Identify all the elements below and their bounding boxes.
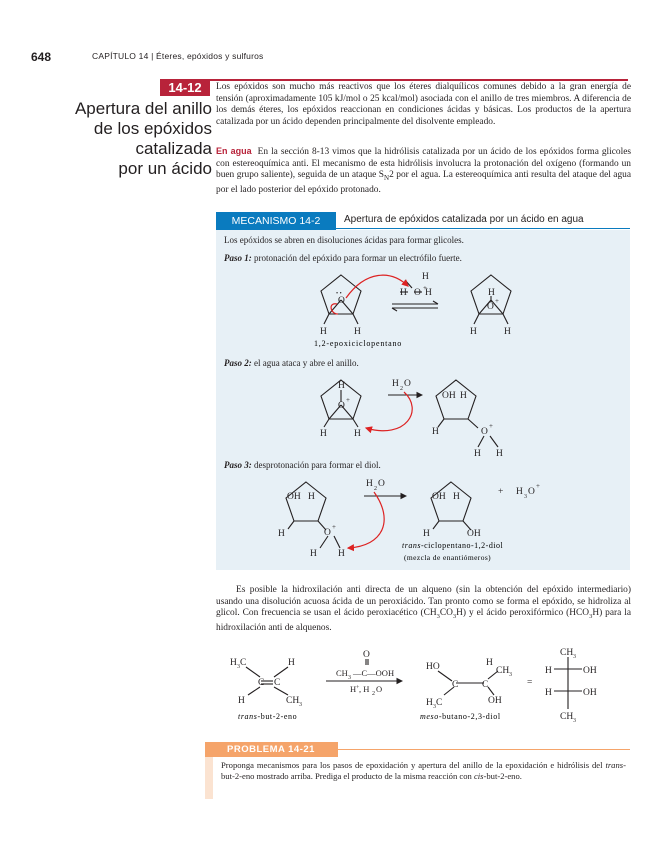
- svg-text:3: 3: [348, 675, 351, 681]
- mechanism-title-rule: [336, 228, 630, 229]
- svg-text:O: O: [481, 427, 488, 437]
- problem-label: PROBLEMA 14-21: [205, 742, 338, 757]
- section-rule: [210, 79, 628, 81]
- svg-text:C: C: [436, 698, 443, 708]
- section-title-line: por un ácido: [118, 159, 212, 178]
- page-number: 648: [31, 50, 52, 64]
- svg-text:H: H: [486, 658, 493, 668]
- intro-paragraph: [216, 82, 631, 128]
- svg-text:CH: CH: [496, 666, 510, 676]
- svg-text:O: O: [378, 479, 385, 489]
- problem-trans: trans: [605, 760, 624, 770]
- svg-text:H: H: [504, 327, 511, 337]
- svg-text:2: 2: [372, 691, 375, 697]
- svg-text:H: H: [310, 549, 317, 559]
- svg-text:+: +: [346, 396, 350, 404]
- svg-text:• •: • •: [336, 291, 342, 297]
- mechanism-label: MECANISMO 14-2: [216, 212, 336, 230]
- svg-text:CH: CH: [560, 648, 574, 658]
- svg-text:3: 3: [299, 702, 302, 708]
- svg-text:H: H: [474, 449, 481, 459]
- sn2-subscript: N: [384, 174, 390, 183]
- svg-text:3: 3: [237, 664, 240, 670]
- svg-text:H: H: [320, 327, 327, 337]
- svg-text:C: C: [274, 678, 281, 688]
- anti-text-1: Es posible la hidroxilación anti directa de un alqueno (sin la obtención del epóxido intermediario) usando una disolución acuosa ácida de un peroxiácido. Tan pronto como se forma el epóxido, se hidroliza al glicol. Con frecuencia se usan el ácido peroxiacético (CH: [216, 585, 631, 619]
- svg-text:3: 3: [509, 672, 512, 678]
- svg-text:2: 2: [374, 486, 377, 492]
- svg-text:H: H: [488, 288, 495, 298]
- svg-text:H: H: [238, 696, 245, 706]
- svg-text:+: +: [498, 487, 504, 497]
- product-name: [402, 541, 504, 550]
- svg-text:H: H: [338, 549, 345, 559]
- butanediol-name: [420, 712, 501, 721]
- svg-text:H: H: [230, 658, 237, 668]
- section-title-line: Apertura del anillo: [74, 99, 212, 118]
- butanediol-stereo: meso: [420, 712, 439, 721]
- svg-text:HO: HO: [426, 662, 440, 672]
- en-agua-paragraph: [216, 146, 631, 196]
- step1-text: protonación del epóxido para formar un electrófilo fuerte.: [251, 253, 462, 263]
- svg-text:H: H: [422, 272, 429, 282]
- svg-text:+: +: [423, 284, 427, 292]
- svg-text:H: H: [426, 698, 433, 708]
- anti-text-3: H) y el ácido peroxifórmico (HCO: [456, 608, 590, 619]
- svg-text:H: H: [496, 449, 503, 459]
- svg-text:H: H: [392, 379, 399, 389]
- reactant-name: 1,2-epoxiciclopentano: [314, 339, 403, 348]
- section-title: [40, 99, 212, 179]
- mechanism-intro: Los epóxidos se abren en disoluciones ácidas para formar glicoles.: [224, 235, 464, 245]
- butene-hydroxylation-scheme: [216, 645, 630, 730]
- svg-text:O: O: [414, 288, 421, 298]
- en-agua-label: En agua: [216, 146, 252, 156]
- en-agua-text-end: 2 por el agua. La estereoquímica anti resulta del ataque del agua por el lado posterior del epóxido protonado.: [216, 170, 631, 195]
- svg-text:H: H: [545, 688, 552, 698]
- svg-text:OH: OH: [583, 666, 597, 676]
- mechanism-scheme: [216, 230, 630, 570]
- svg-text:OH: OH: [287, 492, 301, 502]
- intro-text: Los epóxidos son mucho más reactivos que los éteres dialquílicos comunes debido a la gran energía de tensión (aproximadamente 105 kJ/mol o 25 kcal/mol) asociada con el anillo de tres miembros. A diferencia de los demás éteres, los epóxidos reaccionan en condiciones ácidas y básicas. Los productos de la apertura catalizada por un ácido dependen principalmente del disolvente empleado.: [216, 82, 631, 127]
- svg-text:H: H: [516, 487, 523, 497]
- anti-text-4: H) para la hidroxilación anti de alquenos.: [216, 608, 631, 633]
- product-note: (mezcla de enantiómeros): [404, 553, 492, 562]
- svg-text:O: O: [324, 528, 331, 538]
- butene-name: [238, 712, 297, 721]
- svg-text:O: O: [363, 650, 370, 660]
- svg-text:H: H: [545, 666, 552, 676]
- problem-text-1: Proponga mecanismos para los pasos de epoxidación y apertura del anillo de la epoxidación e hidrólisis del: [221, 760, 606, 770]
- butene-name-rest: -but-2-eno: [257, 712, 298, 721]
- svg-text:H: H: [338, 381, 345, 391]
- step3-label: Paso 3:: [224, 460, 252, 470]
- svg-text:CH: CH: [286, 696, 300, 706]
- mechanism-title: Apertura de epóxidos catalizada por un ácido en agua: [344, 214, 584, 225]
- svg-text:3: 3: [573, 718, 576, 724]
- step3-text: desprotonación para formar el diol.: [251, 460, 381, 470]
- svg-text:H: H: [432, 427, 439, 437]
- svg-text:OH: OH: [583, 688, 597, 698]
- problem-text-3: -but-2-eno.: [483, 771, 522, 781]
- svg-text:CH: CH: [336, 668, 348, 678]
- problem-cis: cis: [473, 771, 484, 781]
- section-number: 14-12: [160, 79, 210, 96]
- svg-text:OH: OH: [432, 492, 446, 502]
- svg-text:3: 3: [433, 704, 436, 710]
- svg-text:H: H: [350, 684, 357, 694]
- problem-bar: [205, 757, 213, 799]
- svg-text:O: O: [487, 302, 494, 312]
- equals-sign: =: [527, 678, 533, 688]
- svg-text:CH: CH: [560, 712, 574, 722]
- problem-text: [221, 760, 626, 782]
- svg-text:C: C: [452, 680, 459, 690]
- svg-text:O: O: [528, 487, 535, 497]
- section-title-line: de los epóxidos: [93, 119, 212, 138]
- svg-text:C: C: [258, 678, 265, 688]
- svg-text:O: O: [338, 296, 345, 306]
- svg-text:OH: OH: [488, 696, 502, 706]
- svg-text:, H: , H: [359, 684, 370, 694]
- svg-text:+: +: [495, 297, 499, 305]
- svg-text:OH: OH: [442, 391, 456, 401]
- svg-text:H: H: [366, 479, 373, 489]
- problem-text-2: -but-2-eno mostrado arriba. Prediga el producto de la misma reacción con: [221, 760, 626, 781]
- butanediol-name-rest: -butano-2,3-diol: [438, 712, 501, 721]
- svg-text:+: +: [489, 422, 493, 430]
- step2-text: el agua ataca y abre el anillo.: [251, 358, 359, 368]
- problem-rule: [338, 749, 630, 750]
- svg-text:H: H: [288, 658, 295, 668]
- svg-text:H: H: [460, 391, 467, 401]
- chapter-header: CAPÍTULO 14 | Éteres, epóxidos y sulfuros: [92, 51, 264, 61]
- anti-text-2: CO: [439, 608, 453, 619]
- anti-sub-3: 3: [589, 613, 593, 621]
- butene-stereo: trans: [238, 712, 258, 721]
- step2-label: Paso 2:: [224, 358, 252, 368]
- section-title-line: catalizada: [135, 139, 212, 158]
- svg-text:H: H: [308, 492, 315, 502]
- svg-text:OH: OH: [467, 529, 481, 539]
- svg-text:+: +: [356, 685, 360, 691]
- anti-sub-2: 3: [452, 613, 457, 621]
- svg-text:H: H: [453, 492, 460, 502]
- svg-text:H: H: [470, 327, 477, 337]
- step1-label: Paso 1:: [224, 253, 252, 263]
- anti-hydroxylation-paragraph: [216, 585, 631, 634]
- svg-text:H: H: [425, 288, 432, 298]
- svg-text:+: +: [332, 523, 336, 531]
- svg-text:H: H: [320, 429, 327, 439]
- svg-text:H: H: [400, 288, 407, 298]
- svg-text:H: H: [354, 429, 361, 439]
- svg-text:O: O: [376, 684, 383, 694]
- svg-text:C: C: [482, 680, 489, 690]
- svg-text:—C—OOH: —C—OOH: [353, 668, 395, 678]
- en-agua-text: En la sección 8-13 vimos que la hidrólisis catalizada por un ácido de los epóxidos forma glicoles con estereoquímica anti. El mecanismo de esta hidrólisis involucra la protonación del oxígeno (formando un buen grupo saliente), seguida de un ataque S: [216, 147, 632, 181]
- product-name-stereo: trans: [402, 541, 421, 550]
- svg-text:+: +: [536, 482, 540, 490]
- svg-text:2: 2: [400, 386, 403, 392]
- svg-text:H: H: [278, 529, 285, 539]
- anti-sub-1: 3: [436, 613, 440, 621]
- svg-text:H: H: [354, 327, 361, 337]
- svg-text:H: H: [423, 529, 430, 539]
- svg-text:O: O: [404, 379, 411, 389]
- svg-text:3: 3: [524, 494, 527, 500]
- product-name-rest: -ciclopentano-1,2-diol: [420, 541, 504, 550]
- svg-text:O: O: [338, 401, 345, 411]
- svg-text:3: 3: [573, 654, 576, 660]
- svg-text:C: C: [240, 658, 247, 668]
